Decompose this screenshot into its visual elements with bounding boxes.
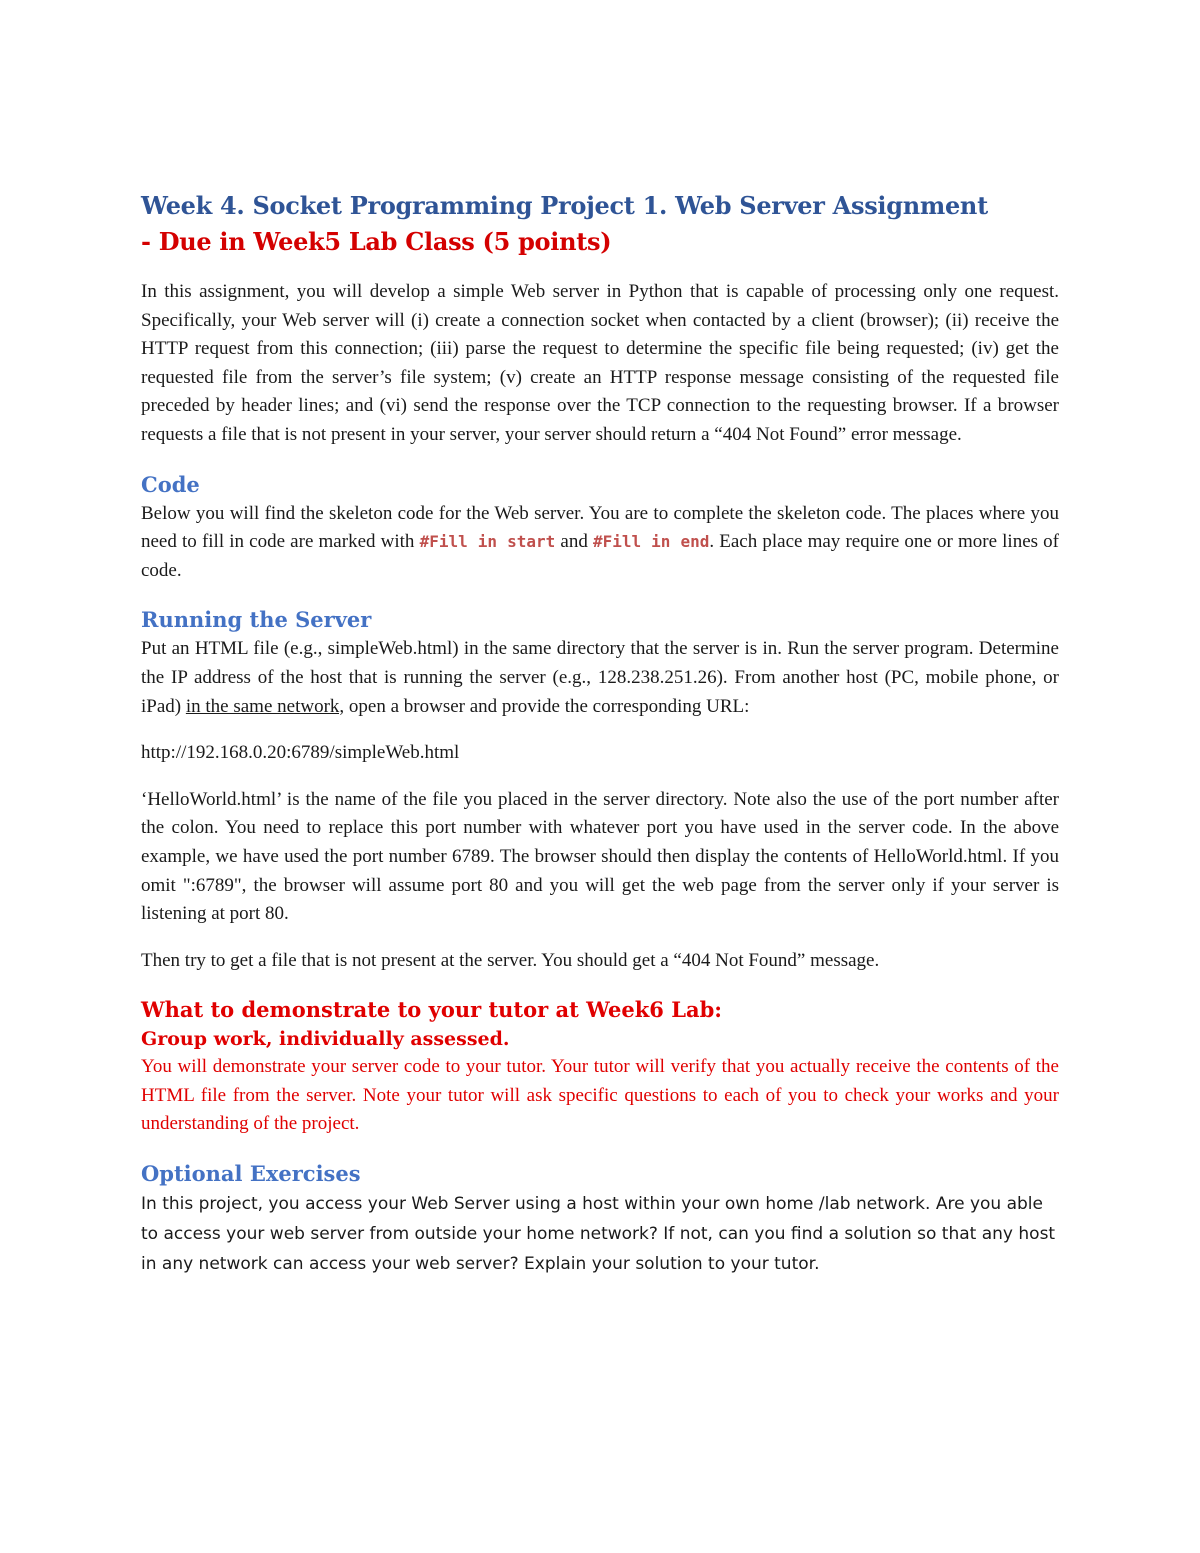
title-due-date: - Due in Week5 Lab Class (5 points): [141, 227, 612, 256]
same-network-underlined: in the same network,: [185, 695, 345, 717]
demonstrate-paragraph: You will demonstrate your server code to your tutor. Your tutor will verify that you actually receive the contents of the HTML file from the server. Note your tutor will ask specific questions to each of you to check your works and your understanding of the project.: [141, 1056, 1059, 1135]
code-text-part1: Below you will find the skeleton code for the Web server. You are to complete the skeleton code. The places where you need to fill in code are marked with: [141, 502, 1059, 553]
group-work-subheading: Group work, individually assessed.: [141, 1028, 510, 1051]
example-url: http://192.168.0.20:6789/simpleWeb.html: [141, 742, 460, 764]
fill-in-start-marker: #Fill in start: [419, 532, 556, 552]
not-found-paragraph: Then try to get a file that is not present at the server. You should get a “404 Not Found” message.: [141, 949, 880, 971]
helloworld-paragraph: ‘HelloWorld.html’ is the name of the file you placed in the server directory. Note also the use of the port number after the colon. You need to replace this port number with whatever port you have used in the server code. In the above example, we have used the port number 6789. The browser should then display the contents of HelloWorld.html. If you omit ":6789", the browser will assume port 80 and you will get the web page from the server only if your server is listening at port 80.: [141, 788, 1059, 925]
optional-exercises-heading: Optional Exercises: [141, 1161, 361, 1187]
running-paragraph: [141, 635, 1059, 721]
code-paragraph: [141, 500, 1059, 586]
document-page: [141, 188, 1059, 1279]
document-title: [141, 188, 1059, 260]
code-text-and: and: [555, 531, 593, 553]
optional-exercises-paragraph: In this project, you access your Web Server using a host within your own home /lab network. Are you able to access your web server from outside your home network? If not, can you find a solution so that any host in any network can access your web server? Explain your solution to your tutor.: [141, 1194, 1056, 1275]
running-text-part2: open a browser and provide the corresponding URL:: [344, 695, 750, 717]
running-server-heading: Running the Server: [141, 607, 372, 633]
title-main: Week 4. Socket Programming Project 1. Web Server Assignment: [141, 191, 988, 220]
intro-paragraph: In this assignment, you will develop a simple Web server in Python that is capable of processing only one request. Specifically, your Web server will (i) create a connection socket when contacted by a client (browser); (ii) receive the HTTP request from this connection; (iii) parse the request to determine the specific file being requested; (iv) get the requested file from the server’s file system; (v) create an HTTP response message consisting of the requested file preceded by header lines; and (vi) send the response over the TCP connection to the requesting browser. If a browser requests a file that is not present in your server, your server should return a “404 Not Found” error message.: [141, 281, 1059, 445]
running-text-part1: Put an HTML file (e.g., simpleWeb.html) in the same directory that the server is in. Run the server program. Determine the IP address of the host that is running the server (e.g., 128.238.251.26). From another host (PC, mobile phone, or iPad): [141, 638, 1059, 717]
demonstrate-heading: What to demonstrate to your tutor at Week6 Lab:: [141, 997, 723, 1023]
code-heading: Code: [141, 471, 200, 497]
fill-in-end-marker: #Fill in end: [592, 532, 710, 552]
code-text-part2: . Each place may require one or more lines of code.: [141, 531, 1060, 581]
